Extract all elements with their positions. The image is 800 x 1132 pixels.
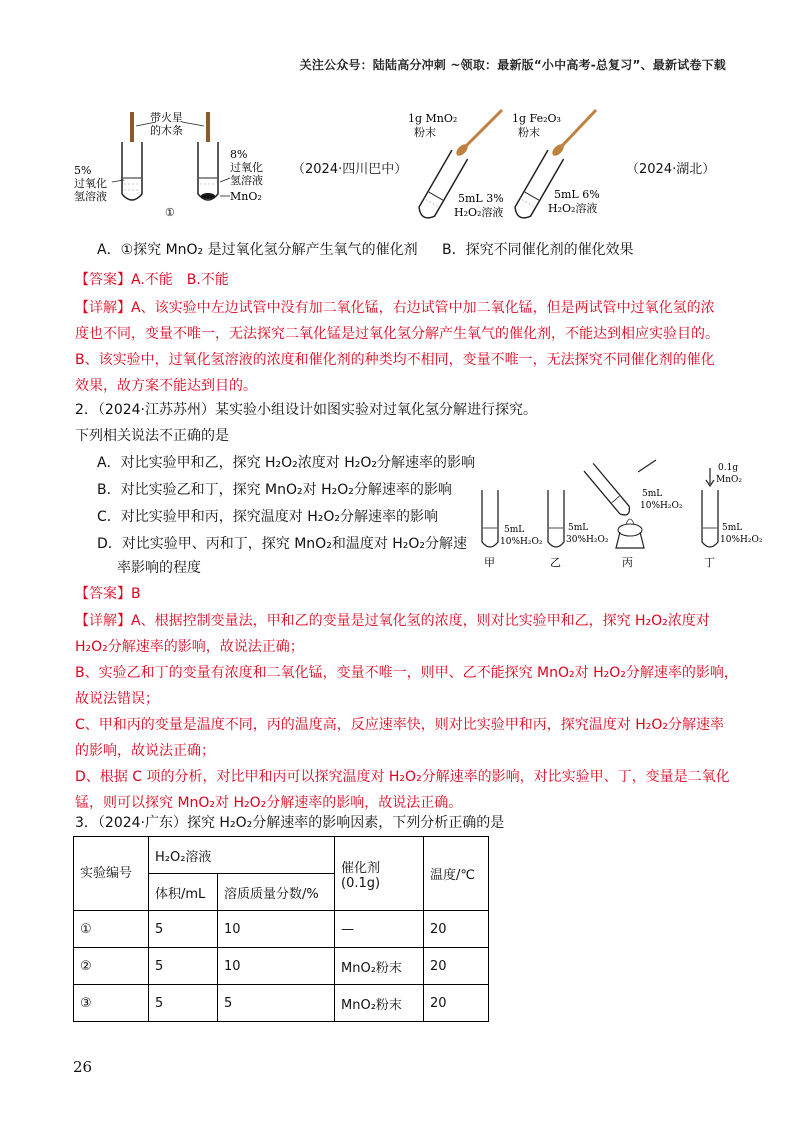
table-row — [74, 911, 489, 948]
table-header-volume: 体积/mL — [149, 874, 218, 911]
table-row — [74, 985, 489, 1022]
table-cell: 5 — [149, 948, 218, 985]
fig1-source: （2024·四川巴中） — [292, 162, 408, 177]
figure-test-tubes-2 — [400, 108, 620, 226]
q2-detail-2: H₂O₂分解速率的影响，故说法正确； — [75, 639, 304, 655]
figure-test-tubes-1 — [70, 112, 280, 222]
fig1-top-label-2: 的木条 — [150, 124, 183, 137]
q2-detail-6: 的影响，故说法正确； — [75, 743, 215, 759]
fig2-spoon2-label-1: 1g Fe₂O₃ — [512, 112, 561, 125]
fig2-tube1-label-1: 5mL 3% — [458, 192, 504, 205]
q1-answer: 【答案】A.不能 B.不能 — [75, 272, 229, 288]
fig3-ding-catalyst-name: MnO₂ — [716, 475, 742, 485]
q2-answer: 【答案】B — [75, 586, 141, 602]
table-cell: 10 — [218, 911, 335, 948]
table-cell: 10 — [218, 948, 335, 985]
fig1-top-label-1: 带火星 — [150, 112, 183, 124]
fig3-label-ding: 丁 — [704, 556, 715, 569]
fig3-yi-conc: 30%H₂O₂ — [566, 535, 609, 545]
page-number: 26 — [73, 1058, 93, 1076]
fig3-ding-vol: 5mL — [722, 523, 743, 533]
q2-detail-5: C、甲和丙的变量是温度不同，丙的温度高，反应速率快，则对比实验甲和丙，探究温度对 H₂O₂分解速率 — [75, 717, 724, 733]
table-cell: — — [335, 911, 424, 948]
q2-detail-1: 【详解】A、根据控制变量法，甲和乙的变量是过氧化氢的浓度，则对比实验甲和乙，探究 H₂O₂浓度对 — [75, 613, 710, 629]
q2-option-d-2: 率影响的程度 — [117, 560, 201, 576]
fig3-ding-catalyst-mass: 0.1g — [718, 463, 739, 473]
table-cell: ① — [74, 911, 149, 948]
fig2-spoon1-label-2: 粉末 — [414, 126, 436, 139]
fig3-yi-vol: 5mL — [568, 523, 589, 533]
q2-detail-7: D、根据 C 项的分析，对比甲和丙可以探究温度对 H₂O₂分解速率的影响，对比实验甲、丁，变量是二氧化 — [75, 769, 730, 785]
fig3-label-yi: 乙 — [550, 556, 561, 569]
q1-detail-3: B、该实验中，过氧化氢溶液的浓度和催化剂的种类均不相同，变量不唯一，无法探究不同催化剂的催化 — [75, 352, 715, 368]
q2-option-b: B．对比实验乙和丁，探究 MnO₂对 H₂O₂分解速率的影响 — [97, 482, 452, 498]
fig3-bing-conc: 10%H₂O₂ — [640, 501, 683, 511]
fig1-left-label-3: 氢溶液 — [74, 190, 107, 203]
fig1-right-label-3: 氢溶液 — [230, 174, 263, 187]
table-header-catalyst: 催化剂(0.1g) — [335, 837, 424, 911]
table-row — [74, 948, 489, 985]
fig2-tube2-label-2: H₂O₂溶液 — [548, 202, 598, 215]
q2-detail-3: B、实验乙和丁的变量有浓度和二氧化锰，变量不唯一，则甲、乙不能探究 MnO₂对 H₂O₂分解速率的影响， — [75, 665, 738, 681]
fig1-right-label-4: MnO₂ — [230, 190, 262, 203]
table-cell: ② — [74, 948, 149, 985]
table-cell: MnO₂粉末 — [335, 985, 424, 1022]
fig3-jia-vol: 5mL — [504, 525, 525, 535]
q1-detail-1: 【详解】A、该实验中左边试管中没有加二氧化锰，右边试管中加二氧化锰，但是两试管中过氧化氢的浓 — [75, 300, 715, 316]
q2-detail-8: 锰，则可以探究 MnO₂对 H₂O₂分解速率的影响，故说法正确。 — [75, 795, 463, 811]
table-cell: 5 — [218, 985, 335, 1022]
q2-stem: 2．（2024·江苏苏州）某实验小组设计如图实验对过氧化氢分解进行探究。 — [75, 402, 537, 418]
fig2-source: （2024·湖北） — [626, 162, 716, 177]
q3-data-table — [73, 836, 489, 1022]
fig1-left-label-1: 5% — [74, 164, 92, 177]
table-cell: 20 — [424, 985, 489, 1022]
table-header-experiment: 实验编号 — [74, 837, 149, 911]
fig1-left-label-2: 过氧化 — [74, 177, 107, 190]
page-header: 关注公众号：陆陆高分冲刺 ~领取：最新版“小中高考-总复习”、最新试卷下载 — [299, 58, 726, 72]
q1-detail-2: 度也不同，变量不唯一，无法探究二氧化锰是过氧化氢分解产生氧气的催化剂，不能达到相应实验目的。 — [75, 326, 719, 342]
fig3-label-jia: 甲 — [484, 556, 495, 569]
fig2-spoon1-label-1: 1g MnO₂ — [408, 112, 458, 125]
fig1-right-label-2: 过氧化 — [230, 161, 263, 174]
q2-option-c: C．对比实验甲和丙，探究温度对 H₂O₂分解速率的影响 — [97, 509, 438, 525]
fig3-jia-conc: 10%H₂O₂ — [500, 537, 543, 547]
table-cell: 5 — [149, 911, 218, 948]
fig1-right-label-1: 8% — [230, 148, 248, 161]
table-cell: 5 — [149, 985, 218, 1022]
figure-test-tubes-3 — [470, 458, 770, 570]
fig2-tube2-label-1: 5mL 6% — [554, 188, 600, 201]
fig3-bing-vol: 5mL — [642, 489, 663, 499]
fig2-spoon2-label-2: 粉末 — [518, 126, 540, 139]
table-cell: 20 — [424, 948, 489, 985]
table-header-mass-fraction: 溶质质量分数/% — [218, 874, 335, 911]
fig1-circle-label: ① — [165, 206, 175, 219]
q1-option-a: A．①探究 MnO₂ 是过氧化氢分解产生氧气的催化剂 — [97, 242, 418, 258]
q2-subtitle: 下列相关说法不正确的是 — [75, 428, 229, 444]
fig2-tube1-label-2: H₂O₂溶液 — [454, 206, 504, 219]
q3-stem: 3．（2024·广东）探究 H₂O₂分解速率的影响因素，下列分析正确的是 — [75, 815, 505, 831]
q2-option-a: A．对比实验甲和乙，探究 H₂O₂浓度对 H₂O₂分解速率的影响 — [97, 455, 476, 471]
q2-option-d-1: D．对比实验甲、丙和丁，探究 MnO₂和温度对 H₂O₂分解速 — [97, 536, 468, 552]
fig3-label-bing: 丙 — [622, 556, 633, 569]
q1-detail-4: 效果，故方案不能达到目的。 — [75, 378, 257, 394]
fig3-ding-conc: 10%H₂O₂ — [720, 535, 763, 545]
table-cell: MnO₂粉末 — [335, 948, 424, 985]
table-header-temperature: 温度/℃ — [424, 837, 489, 911]
table-header-solution: H₂O₂溶液 — [149, 837, 335, 874]
q2-detail-4: 故说法错误； — [75, 691, 159, 707]
table-cell: 20 — [424, 911, 489, 948]
q1-option-b: B．探究不同催化剂的催化效果 — [442, 242, 634, 258]
table-cell: ③ — [74, 985, 149, 1022]
